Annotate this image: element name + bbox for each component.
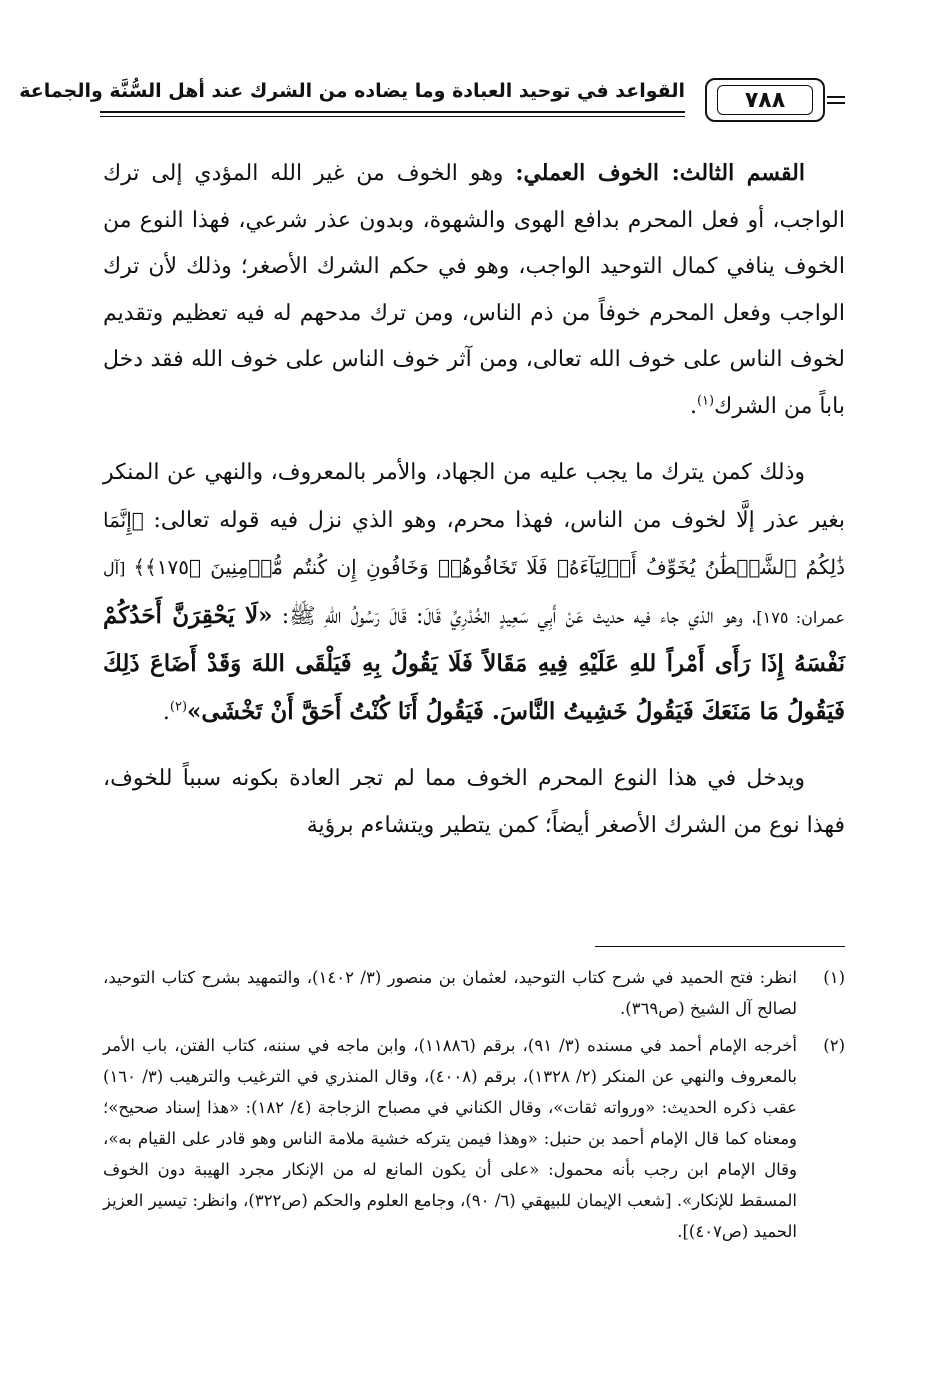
verse-source: [آل عمران: ١٧٥] <box>103 559 845 627</box>
footnote-ref-1[interactable]: (١) <box>696 393 715 409</box>
footnotes <box>103 962 845 1253</box>
paragraph-3 <box>103 756 845 849</box>
page-number-rule-top <box>827 96 845 98</box>
quran-verse: ﴿إِنَّمَا ذَٰلِكُمُ ٱلشَّيۡطَٰنُ يُخَوِّفُ أَوۡلِيَآءَهُۥ فَلَا تَخَافُوهُمۡ وَخَافُونِ إِن كُنتُم مُّؤۡمِنِينَ ﴿١٧٥﴾﴾ <box>103 507 845 579</box>
paragraph-3-text: ويدخل في هذا النوع المحرم الخوف مما لم تجر العادة بكونه سبباً للخوف، فهذا نوع من الشرك الأصغر أيضاً؛ كمن يتطير ويتشاءم برؤية <box>103 766 845 838</box>
paragraph-1-end: . <box>689 393 697 419</box>
section-heading: القسم الثالث: الخوف العملي: <box>515 160 805 186</box>
running-title: القواعد في توحيد العبادة وما يضاده من الشرك عند أهل السُّنَّة والجماعة <box>19 80 685 102</box>
page-number: ٧٨٨ <box>717 85 813 115</box>
footnote-number: (٢) <box>823 1036 845 1055</box>
footnote-ref-2[interactable]: (٢) <box>169 699 188 715</box>
paragraph-1 <box>103 150 845 430</box>
header-rule-thin <box>100 116 685 117</box>
footnote-text: انظر: فتح الحميد في شرح كتاب التوحيد، لعثمان بن منصور (٣/ ١٤٠٢)، والتمهيد بشرح كتاب التوحيد، لصالح آل الشيخ (ص٣٦٩). <box>103 968 798 1018</box>
page-number-frame <box>705 78 825 122</box>
footnote-2 <box>103 1030 845 1247</box>
footnote-1 <box>103 962 845 1024</box>
footnote-separator <box>595 946 845 947</box>
paragraph-2 <box>103 450 845 736</box>
paragraph-1-text: وهو الخوف من غير الله المؤدي إلى ترك الواجب، أو فعل المحرم بدافع الهوى والشهوة، وبدون عذر شرعي، فهذا النوع من الخوف ينافي كمال التوحيد الواجب، وهو في حكم الشرك الأصغر؛ وذلك لأن ترك الواجب وفعل المحرم خوفاً من ذم الناس، ومن ترك مدحهم له فيه تعظيم وتقديم لخوف الناس على خوف الله تعالى، ومن آثر خوف الناس على خوف الله فقد دخل باباً من الشرك <box>103 161 845 419</box>
footnote-number: (١) <box>823 968 845 987</box>
paragraph-2-end: . <box>162 699 170 725</box>
footnote-text: أخرجه الإمام أحمد في مسنده (٣/ ٩١)، برقم (١١٨٨٦)، وابن ماجه في سننه، كتاب الفتن، باب الأمر بالمعروف والنهي عن المنكر (٢/ ١٣٢٨)، برقم (٤٠٠٨)، وقال المنذري في الترغيب والترهيب (٣/ ١٦٠) عقب ذكره الحديث: «ورواته ثقات»، وقال الكناني في مصباح الزجاجة (٤/ ١٨٢): «هذا إسناد صحيح»؛ ومعناه كما قال الإمام أحمد بن حنبل: «وهذا فيمن يتركه خشية ملامة الناس وهو قادر على القيام به»، وقال الإمام ابن رجب بأنه محمول: «على أن يكون المانع له من الإنكار مجرد الهيبة دون الخوف المسقط للإنكار». [شعب الإيمان للبيهقي (٦/ ٩٠)، وجامع العلوم والحكم (ص٣٢٢)، وانظر: تيسير العزيز الحميد (ص٤٠٧)]. <box>103 1036 797 1241</box>
main-text <box>103 150 845 869</box>
header-rule <box>100 111 685 113</box>
paragraph-2-text-cont: ، وهو الذي جاء فيه حديث عَنْ أَبِي سَعِيدٍ الخُدْرِيِّ قَالَ: قَالَ رَسُولُ اللهِ ﷺ: <box>272 603 757 629</box>
hadith-text: «لَا يَحْقِرَنَّ أَحَدُكُمْ نَفْسَهُ إِذَا رَأَى أَمْراً للهِ عَلَيْهِ فِيهِ مَقَالاً فَلَا يَقُولُ بِهِ فَيَلْقَى اللهَ وَقَدْ أَضَاعَ ذَلِكَ فَيَقُولُ مَا مَنَعَكَ فَيَقُولُ خَشِيتُ النَّاسَ. فَيَقُولُ أَنَا كُنْتُ أَحَقَّ أَنْ تَخْشَى» <box>103 601 845 725</box>
paragraph-2-text: وذلك كمن يترك ما يجب عليه من الجهاد، والأمر بالمعروف، والنهي عن المنكر بغير عذر إلَّا لخوف من الناس، فهذا محرم، وهو الذي نزل فيه قوله تعالى: <box>103 460 845 533</box>
page-number-rule-bottom <box>827 102 845 104</box>
page-header <box>19 78 845 126</box>
